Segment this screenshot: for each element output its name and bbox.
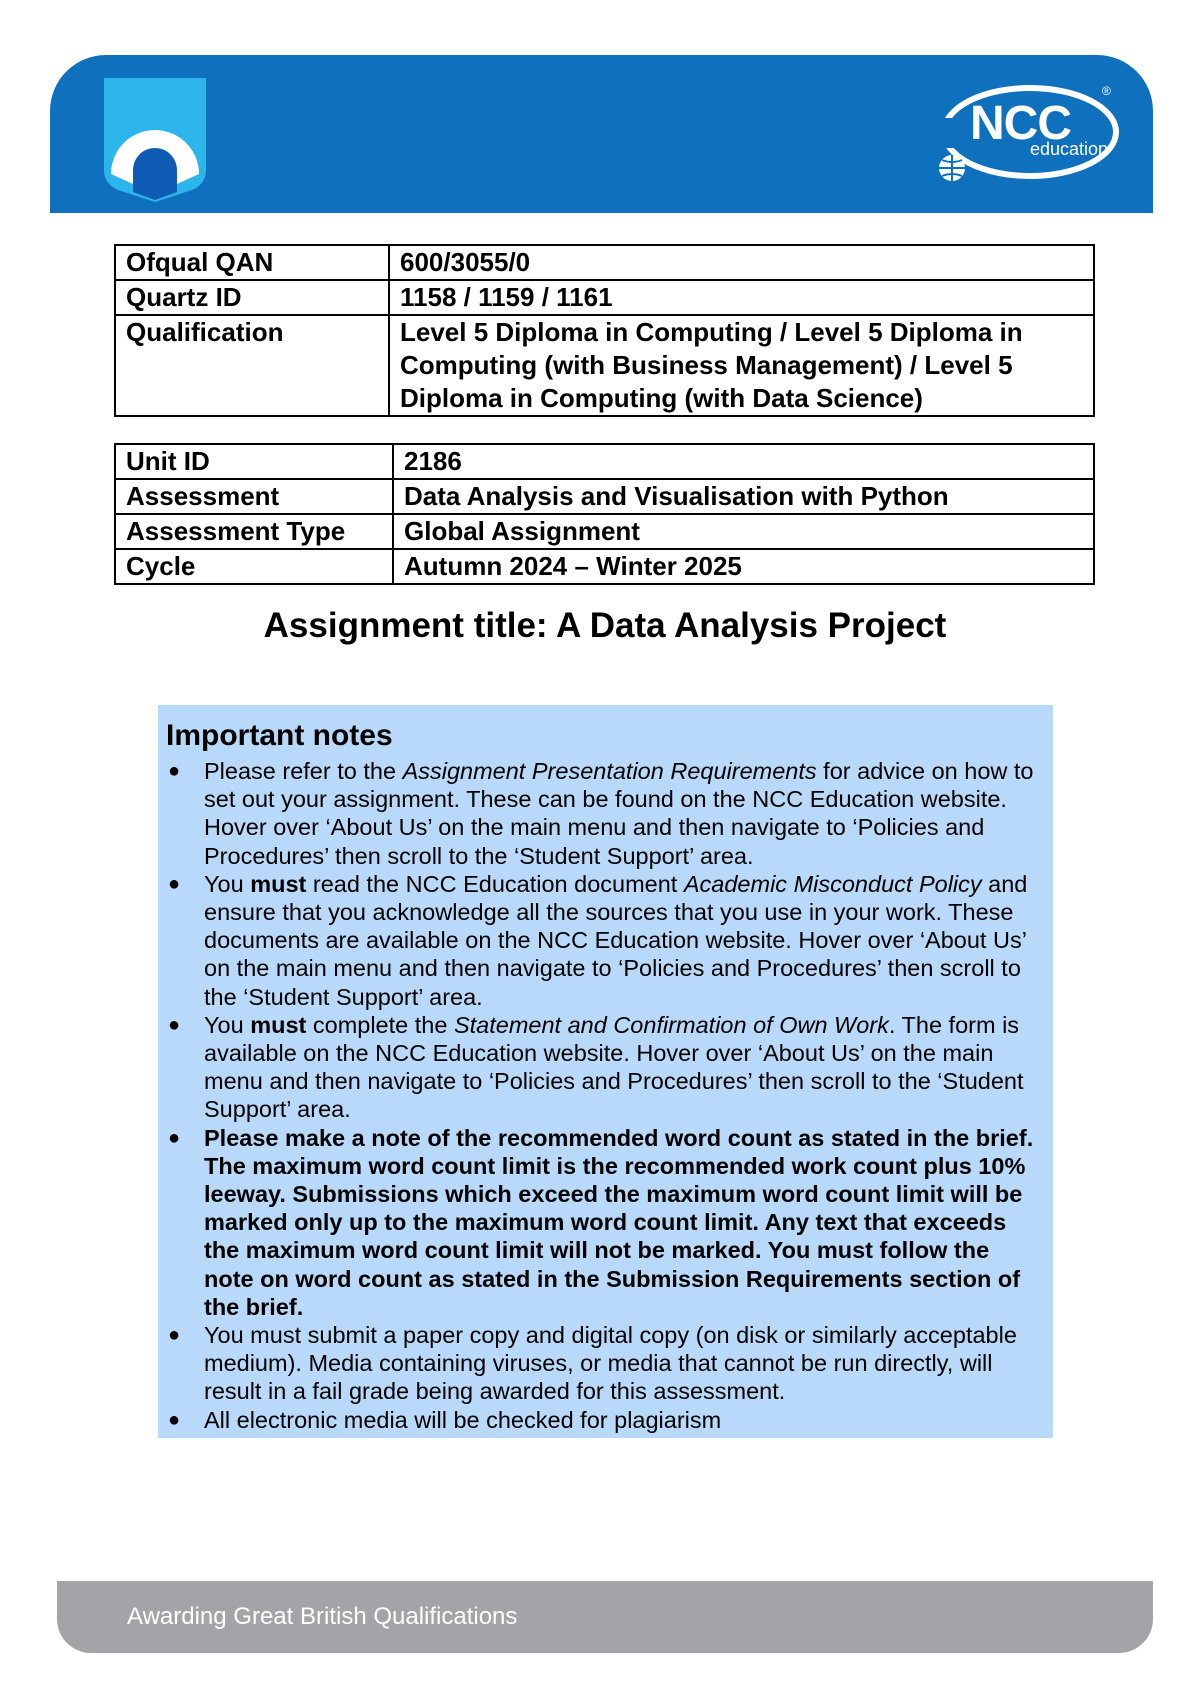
note-document-title: Assignment Presentation Requirements [402,758,817,784]
table-label: Assessment Type [115,514,393,549]
note-text: Please make a note of the recommended word count as stated in the brief. The maximum word count limit is the recommended work count plus 10% leeway. Submissions which exceed the maximum word count limit will be marked only up to the maximum word count limit. Any text that exceeds the maximum word count limit will not be marked. You must follow the note on word count as stated in the Submission Requirements section of the brief. [204,1124,1034,1320]
table-label: Quartz ID [115,280,389,315]
table-row [115,444,1094,479]
note-item [166,870,1039,1011]
table-value: Level 5 Diploma in Computing / Level 5 Diploma in Computing (with Business Management) / Level 5 Diploma in Computing (with Data Science) [389,315,1094,416]
table-row [115,280,1094,315]
note-item [166,1011,1039,1124]
table-value: Global Assignment [393,514,1094,549]
table-label: Ofqual QAN [115,245,389,280]
table-value: 2186 [393,444,1094,479]
note-item [166,1406,1039,1434]
note-text: read the NCC Education document [306,870,684,897]
table-value: Autumn 2024 – Winter 2025 [393,549,1094,584]
bullet-icon: ● [168,1324,181,1347]
note-text: . The form is available on the NCC Education website. Hover over ‘About Us’ on the main menu and then navigate to ‘Policies and Procedures’ then scroll to the ‘Student Support’ area. [204,1011,1024,1123]
note-text: You must submit a paper copy and digital copy (on disk or similarly acceptable medium). Media containing viruses, or media that cannot be run directly, will result in a fail grade being awarded for this assessment. [204,1322,1017,1405]
table-label: Unit ID [115,444,393,479]
unit-table [114,443,1095,585]
note-emphasis: must [250,870,307,897]
table-value: 1158 / 1159 / 1161 [389,280,1094,315]
bullet-icon: ● [168,872,181,895]
note-document-title: Academic Misconduct Policy [683,870,982,897]
bullet-icon: ● [168,1126,181,1149]
table-row [115,245,1094,280]
note-emphasis: must [250,1011,307,1038]
shield-logo-icon [104,78,206,202]
note-item [166,1124,1039,1321]
footer-banner [57,1581,1153,1653]
notes-list [166,757,1039,1434]
note-text: complete the [306,1011,454,1038]
ncc-logo-text: NCC [970,97,1071,150]
note-text: You [204,1011,251,1038]
note-text: and ensure that you acknowledge all the sources that you use in your work. These documents are available on the NCC Education website. Hover over ‘About Us’ on the main menu and then navigate to ‘Policies and Procedures’ then scroll to the ‘Student Support’ area. [204,870,1028,1010]
notes-heading: Important notes [166,719,393,752]
bullet-icon: ● [168,1013,181,1036]
note-text: All electronic media will be checked for plagiarism [204,1406,722,1433]
assignment-title: Assignment title: A Data Analysis Project [263,606,947,645]
note-text: You [204,870,251,897]
note-item [166,1321,1039,1406]
registered-mark: ® [1102,84,1111,98]
bullet-icon: ● [168,1408,181,1431]
footer-tagline: Awarding Great British Qualifications [127,1603,518,1630]
note-document-title: Statement and Confirmation of Own Work [453,1011,889,1038]
table-label: Assessment [115,479,393,514]
table-label: Qualification [115,315,389,416]
note-item [166,757,1039,870]
note-text: for advice on how to set out your assignment. These can be found on the NCC Education website. Hover over ‘About Us’ on the main menu and then navigate to ‘Policies and Procedures’ then scroll to the ‘Student Support’ area. [204,758,1034,869]
table-row [115,315,1094,416]
table-row [115,479,1094,514]
table-value: 600/3055/0 [389,245,1094,280]
important-notes-box [158,705,1053,1438]
qualification-table [114,244,1095,417]
table-row [115,549,1094,584]
table-row [115,514,1094,549]
bullet-icon: ● [168,760,181,782]
table-value: Data Analysis and Visualisation with Python [393,479,1094,514]
education-logo-text: education [1030,139,1109,159]
note-text: Please refer to the [204,758,403,784]
table-label: Cycle [115,549,393,584]
